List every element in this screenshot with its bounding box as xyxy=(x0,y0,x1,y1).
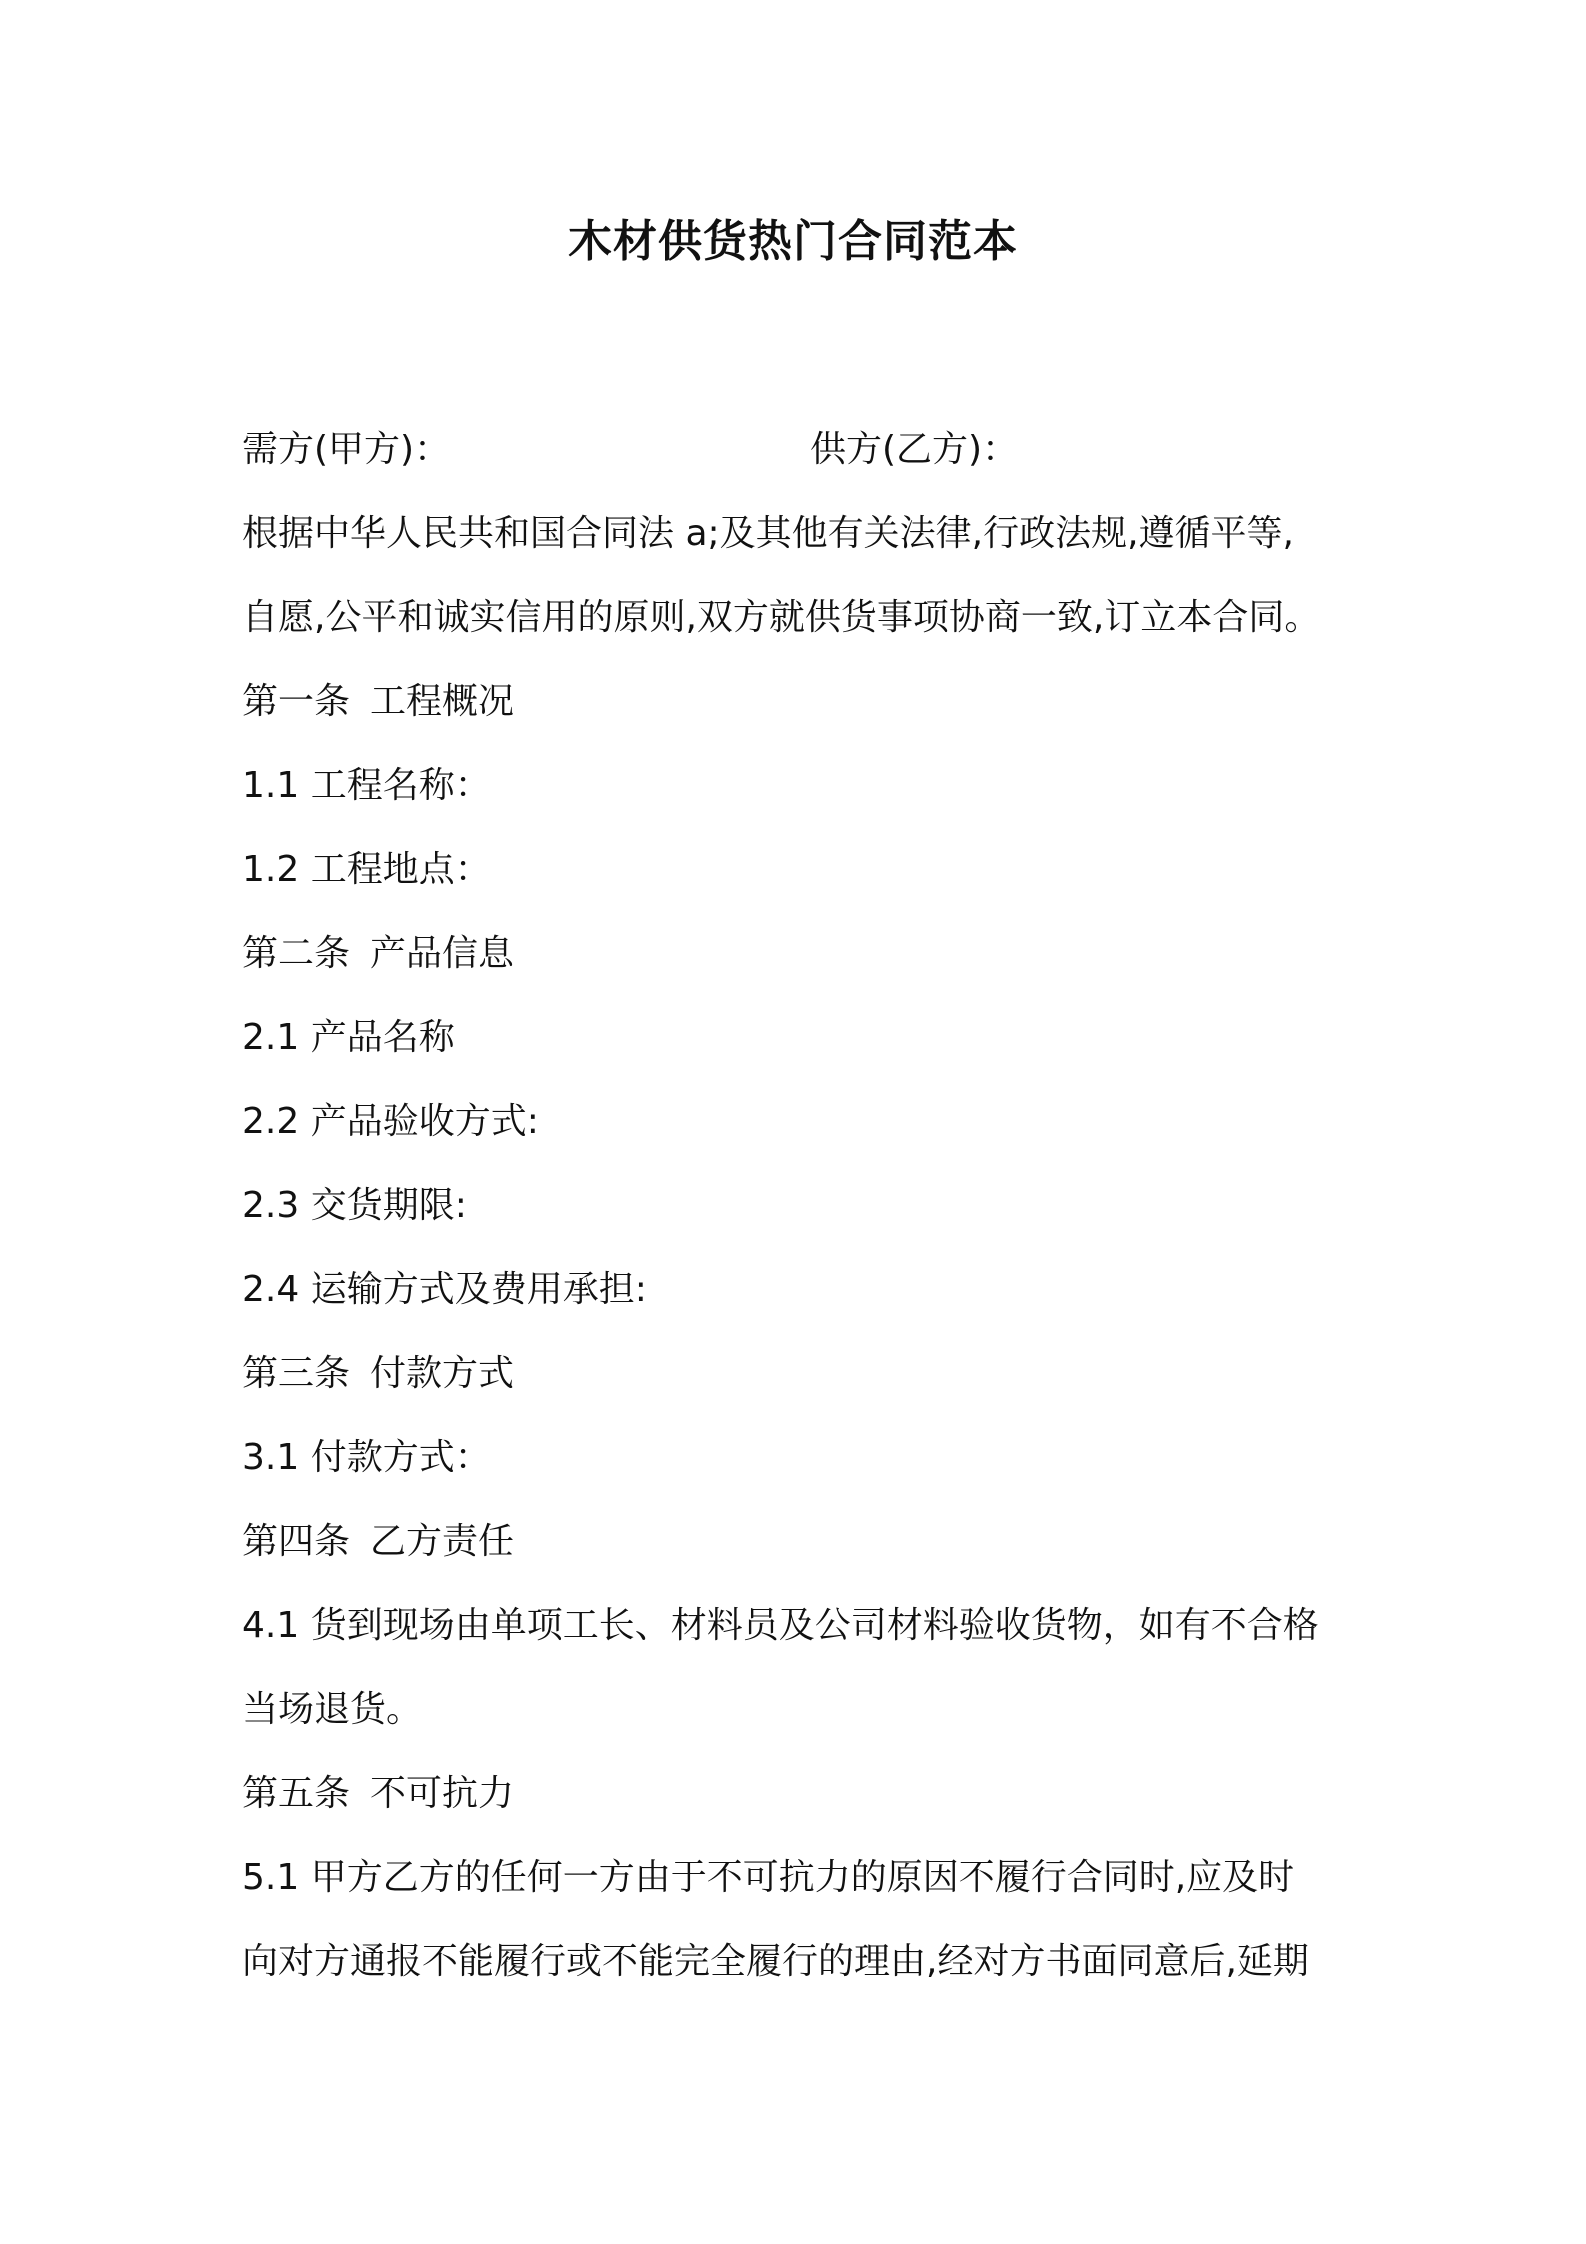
article-2-item-4: 2.4 运输方式及费用承担: xyxy=(242,1269,647,1310)
article-5-item-1: 5.1 甲方乙方的任何一方由于不可抗力的原因不履行合同时,应及时 xyxy=(242,1857,1295,1898)
document-title: 木材供货热门合同范本 xyxy=(568,216,1018,267)
party-b-label: 供方(乙方)： xyxy=(810,429,1019,470)
article-2-heading xyxy=(242,912,1362,996)
article-1-heading xyxy=(242,660,1362,744)
article-2-item-2: 2.2 产品验收方式: xyxy=(242,1101,539,1142)
article-4-number: 第四条 xyxy=(242,1521,351,1562)
article-4-heading xyxy=(242,1500,1362,1584)
article-1-number: 第一条 xyxy=(242,681,351,722)
article-4-item-1: 4.1 货到现场由单项工长、材料员及公司材料验收货物，如有不合格 xyxy=(242,1605,1319,1646)
preamble-line-2: 自愿,公平和诚实信用的原则,双方就供货事项协商一致,订立本合同。 xyxy=(242,597,1321,638)
article-3-item-1: 3.1 付款方式： xyxy=(242,1437,491,1478)
article-1-item-1: 1.1 工程名称： xyxy=(242,765,491,806)
article-2-title: 产品信息 xyxy=(370,933,515,974)
document-body xyxy=(242,408,1362,2004)
preamble-line-1: 根据中华人民共和国合同法 a;及其他有关法律,行政法规,遵循平等, xyxy=(242,513,1294,554)
article-3-number: 第三条 xyxy=(242,1353,351,1394)
article-2-number: 第二条 xyxy=(242,933,351,974)
parties-line xyxy=(242,408,1362,492)
article-3-title: 付款方式 xyxy=(370,1353,515,1394)
article-4-title: 乙方责任 xyxy=(370,1521,515,1562)
article-4-item-1-cont: 当场退货。 xyxy=(242,1689,423,1730)
article-5-title: 不可抗力 xyxy=(370,1773,515,1814)
article-1-title: 工程概况 xyxy=(370,681,515,722)
article-2-item-3: 2.3 交货期限: xyxy=(242,1185,467,1226)
article-5-number: 第五条 xyxy=(242,1773,351,1814)
party-a-label: 需方(甲方)： xyxy=(242,429,451,470)
article-5-item-1-cont: 向对方通报不能履行或不能完全履行的理由,经对方书面同意后,延期 xyxy=(242,1941,1309,1982)
article-2-item-1: 2.1 产品名称 xyxy=(242,1017,455,1058)
article-3-heading xyxy=(242,1332,1362,1416)
article-1-item-2: 1.2 工程地点： xyxy=(242,849,491,890)
article-5-heading xyxy=(242,1752,1362,1836)
